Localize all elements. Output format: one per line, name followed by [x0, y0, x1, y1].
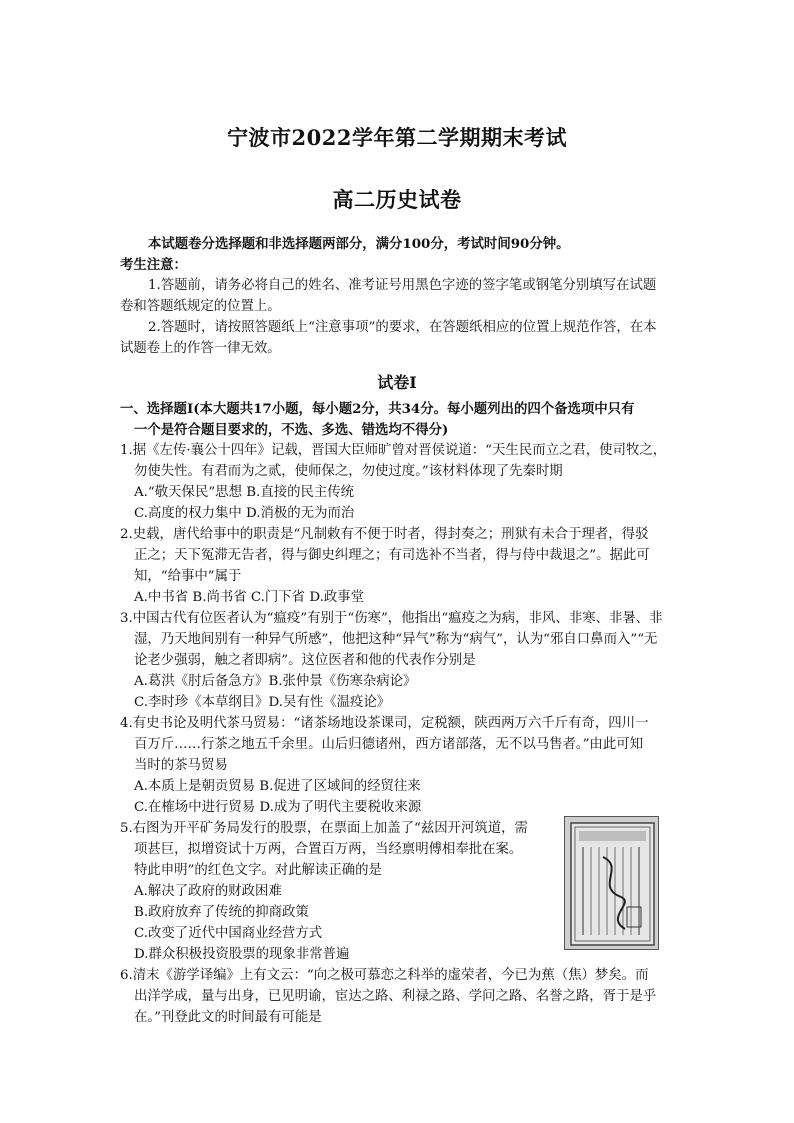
exam-subtitle: 高二历史试卷 [332, 187, 462, 212]
q1-stem-line-2: 勿使失性。有君而为之贰，使师保之，勿使过度。”该材料体现了先秦时期 [134, 464, 563, 479]
q2-stem-line-1: 2.史载，唐代给事中的职责是“凡制敕有不便于时者，得封奏之；刑狱有未合于理者，得驳 [120, 527, 649, 542]
q1-stem-line-1: 1.据《左传·襄公十四年》记载，晋国大臣师旷曾对晋侯说道：“天生民而立之君，使司牧之， [120, 443, 667, 458]
q1-options-line-1: A.“敬天保民”思想 B.直接的民主传统 [134, 485, 355, 500]
q1-options-line-2: C.高度的权力集中 D.消极的无为而治 [134, 506, 355, 521]
q5-option-a: A.解决了政府的财政困难 [134, 884, 282, 899]
q3-stem-line-1: 3.中国古代有位医者认为“瘟疫”有别于“伤寒”，他指出“瘟疫之为病，非风、非寒、非暑、非 [120, 611, 663, 626]
q4-options-line-1: A.本质上是朝贡贸易 B.促进了区域间的经贸往来 [134, 779, 421, 794]
q4-stem-line-1: 4.有史书论及明代茶马贸易：“诸茶场地设茶课司，定税额，陕西两万六千斤有奇，四川一 [120, 716, 649, 731]
q5-option-d: D.群众积极投资股票的现象非常普遍 [134, 947, 350, 962]
note-1-line-2: 卷和答题纸规定的位置上。 [120, 299, 281, 314]
q5-stem-line-2: 项甚巨，拟增资试十万两，合置百万两，当经禀明傅相奉批在案。 [134, 842, 523, 857]
q5-stem-line-1: 5.右图为开平矿务局发行的股票，在票面上加盖了“兹因开河筑道，需 [120, 821, 528, 836]
section-heading-line-1: 一、选择题Ⅰ(本大题共17小题，每小题2分，共34分。每小题列出的四个备选项中只有 [120, 401, 635, 417]
q5-option-c: C.改变了近代中国商业经营方式 [134, 926, 323, 941]
section-title: 试卷Ⅰ [377, 373, 417, 392]
q4-stem-line-3: 当时的茶马贸易 [134, 758, 228, 773]
note-2-line-1: 2.答题时，请按照答题纸上“注意事项”的要求，在答题纸相应的位置上规范作答，在本 [148, 320, 657, 335]
q2-stem-line-3: 知，“给事中”属于 [134, 569, 242, 584]
q2-options-line-1: A.中书省 B.尚书省 C.门下省 D.政事堂 [134, 590, 365, 605]
q6-stem-line-1: 6.清末《游学译编》上有文云：“向之极可慕恋之科举的虚荣者，今已为蕉（焦）梦矣。而 [120, 968, 649, 983]
q3-stem-line-3: 论老少强弱，触之者即病”。这位医者和他的代表作分别是 [134, 653, 476, 668]
note-2-line-2: 试题卷上的作答一律无效。 [120, 341, 281, 356]
exam-summary: 本试题卷分选择题和非选择题两部分，满分100分，考试时间90分钟。 [148, 236, 570, 252]
q3-options-line-1: A.葛洪《肘后备急方》B.张仲景《伤寒杂病论》 [134, 674, 417, 689]
notice-label: 考生注意： [120, 257, 187, 273]
q3-options-line-2: C.李时珍《本草纲目》D.吴有性《温疫论》 [134, 695, 391, 710]
exam-title: 宁波市2022学年第二学期期末考试 [227, 125, 567, 150]
q6-stem-line-2: 出洋学成，量与出身，已见明谕，宦达之路、利禄之路、学问之路、名誉之路，胥于是乎 [134, 989, 657, 1004]
q5-option-b: B.政府放弃了传统的抑商政策 [134, 905, 309, 920]
stock-certificate-image [564, 816, 659, 950]
q4-stem-line-2: 百万斤……行茶之地五千余里。山后归德诸州，西方诸部落，无不以马售者。”由此可知 [134, 737, 643, 752]
q4-options-line-2: C.在榷场中进行贸易 D.成为了明代主要税收来源 [134, 800, 422, 815]
section-heading-line-2: 一个是符合题目要求的，不选、多选、错选均不得分) [134, 422, 449, 438]
q2-stem-line-2: 正之；天下冤滞无告者，得与御史纠理之；有司选补不当者，得与侍中裁退之”。据此可 [134, 548, 650, 563]
note-1-line-1: 1.答题前，请务必将自己的姓名、准考证号用黑色字迹的签字笔或钢笔分别填写在试题 [148, 278, 657, 293]
q5-stem-line-3: 特此申明”的红色文字。对此解读正确的是 [134, 863, 382, 878]
q6-stem-line-3: 在。”刊登此文的时间最有可能是 [134, 1010, 322, 1025]
stock-certificate-illustration [565, 817, 659, 950]
q3-stem-line-2: 湿，乃天地间别有一种异气所感”，他把这种“异气”称为“病气”，认为“邪自口鼻而入”“无 [134, 632, 658, 647]
